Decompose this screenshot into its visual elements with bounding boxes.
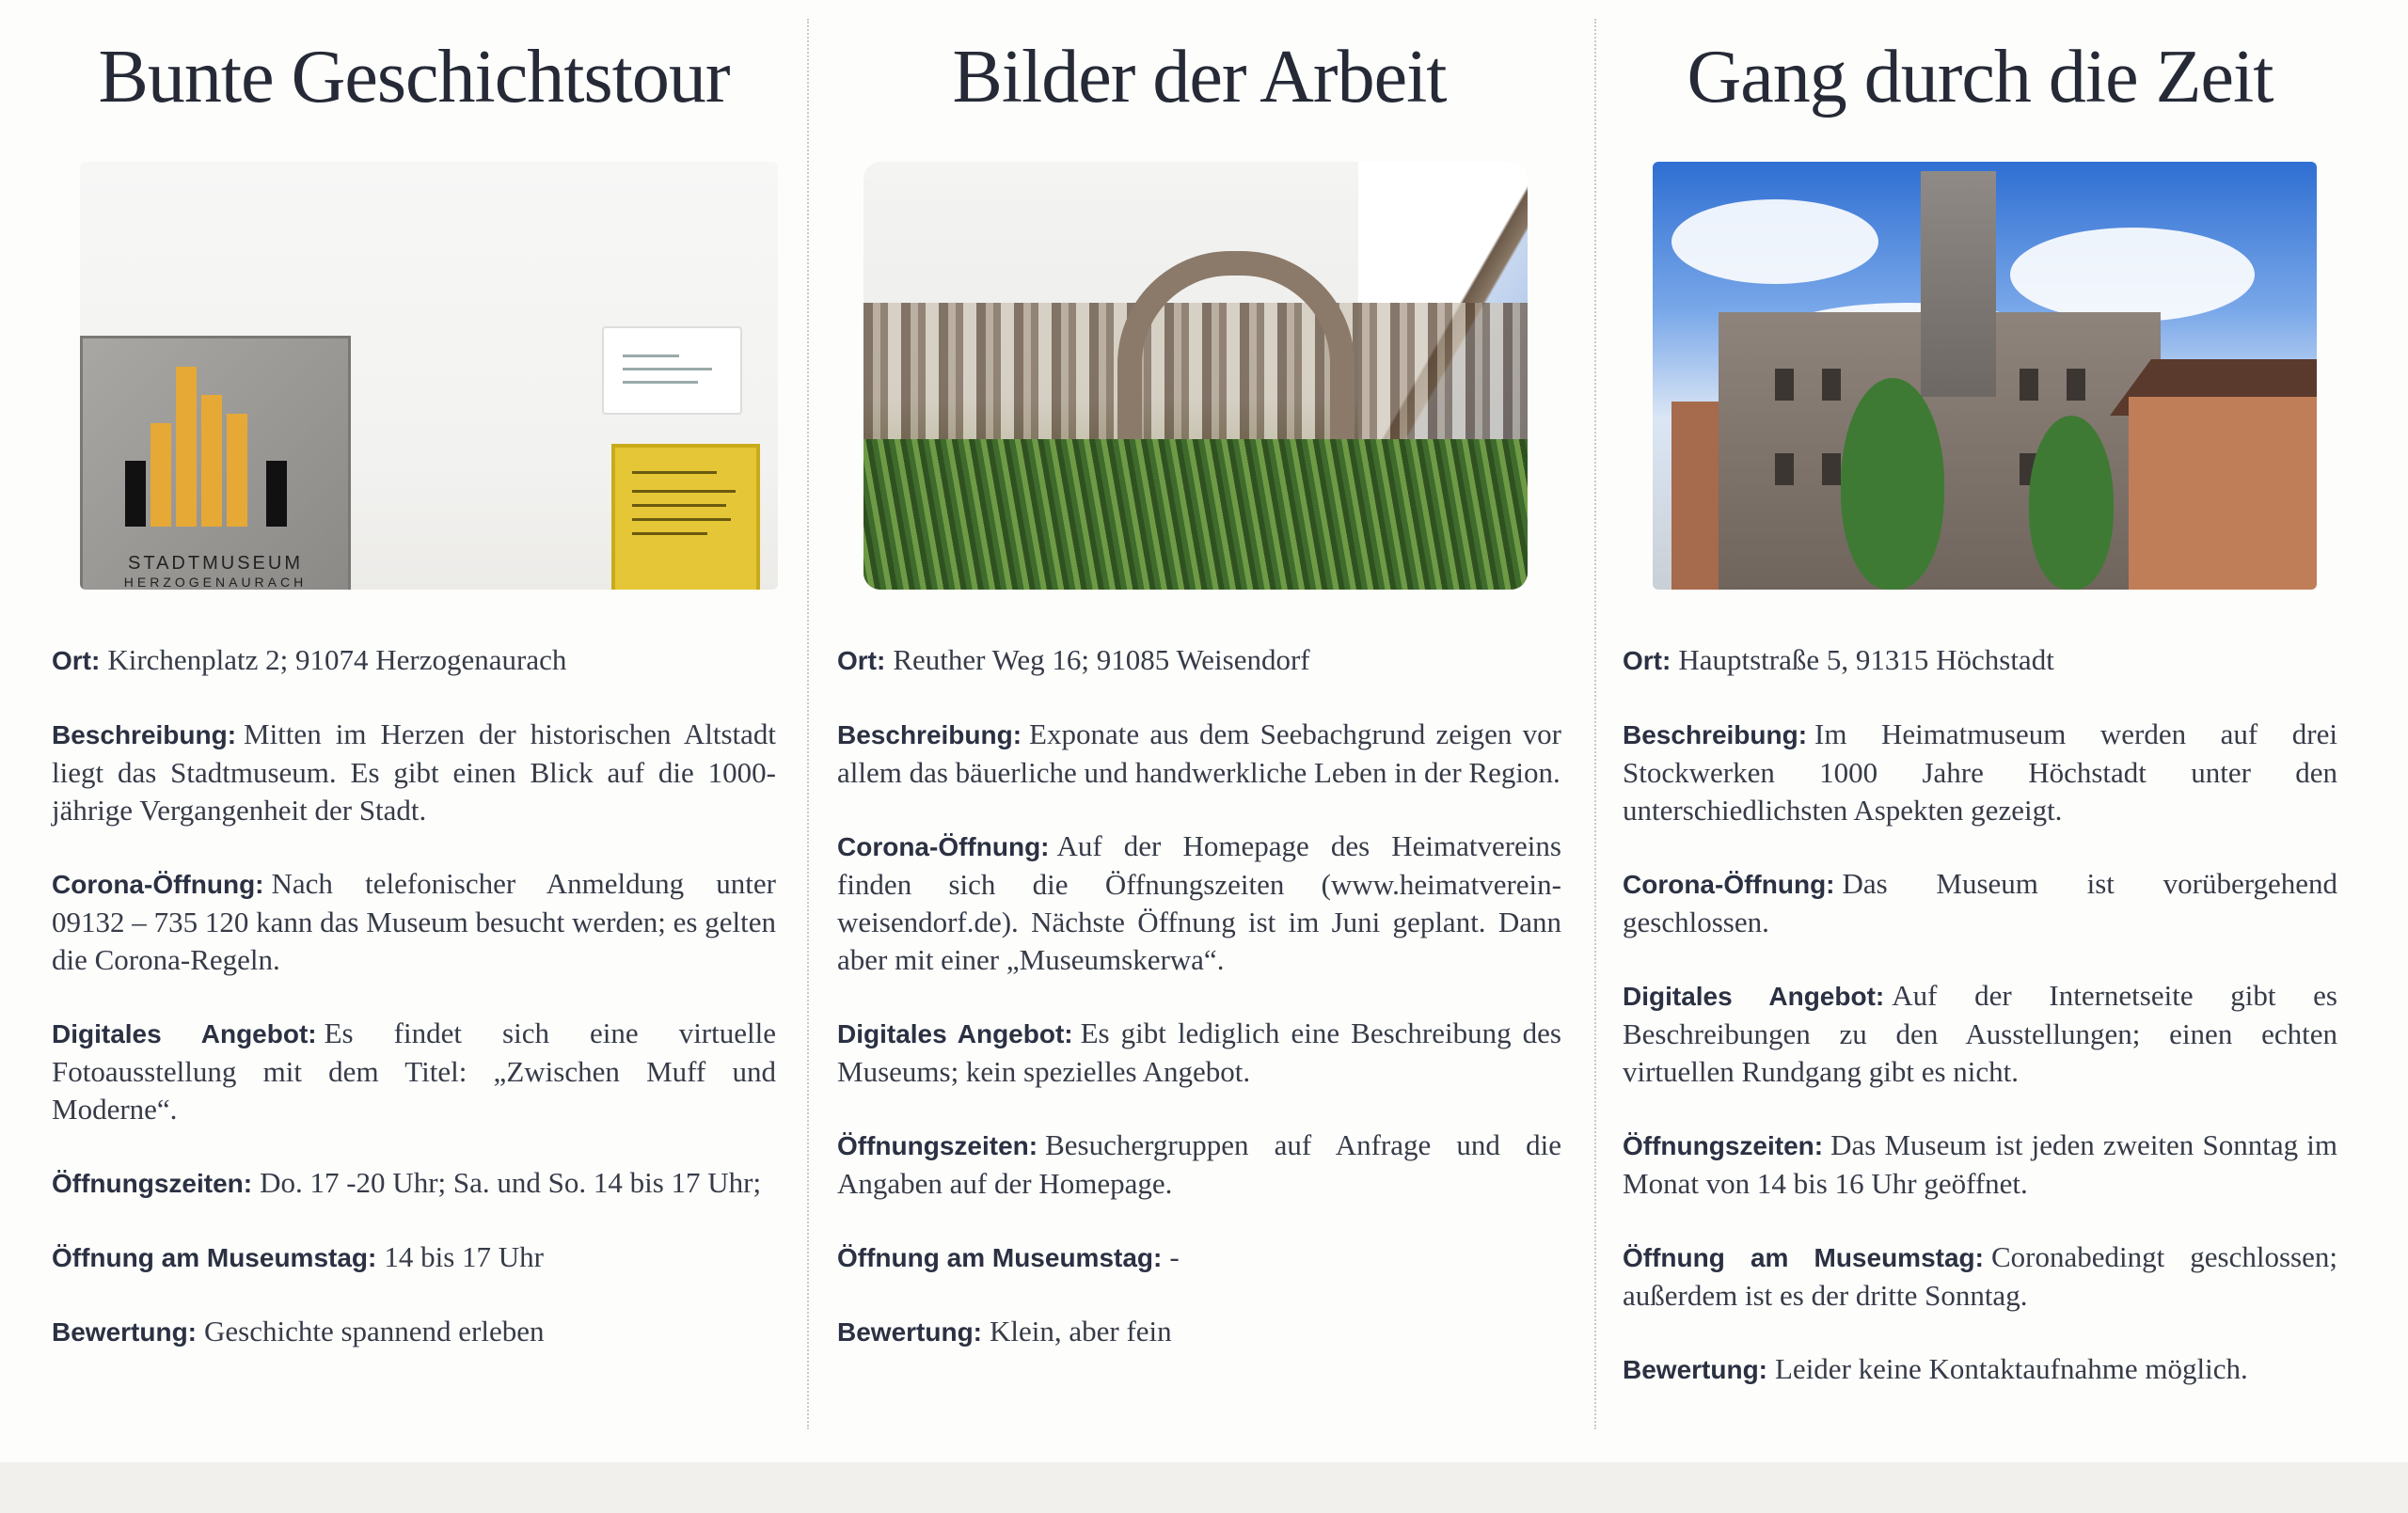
- entry-label: Öffnungszeiten:: [837, 1131, 1038, 1160]
- info-entries: [1623, 641, 2337, 1389]
- entry-value: 14 bis 17 Uhr: [384, 1240, 544, 1273]
- entry-corona-opening: [1623, 865, 2337, 941]
- entry-rating: [52, 1313, 776, 1351]
- entry-label: Ort:: [1623, 646, 1671, 675]
- museum-sign: [80, 336, 351, 590]
- tree: [2029, 416, 2114, 590]
- entry-value: Nach telefonischer Anmeldung unter 09132 – 735 120 kann das Museum besucht werden; es gelten die Corona-Regeln.: [52, 867, 776, 976]
- entry-museum-day: [1623, 1238, 2337, 1315]
- entry-value: Hauptstraße 5, 91315 Höchstadt: [1678, 643, 2054, 676]
- yellow-poster: [611, 444, 760, 590]
- entry-opening-hours: [1623, 1127, 2337, 1203]
- entry-description: [1623, 716, 2337, 829]
- entry-value: Do. 17 -20 Uhr; Sa. und So. 14 bis 17 Uhr;: [260, 1166, 762, 1199]
- entry-label: Ort:: [837, 646, 886, 675]
- clock-tower: [1921, 171, 1996, 397]
- column-title: Gang durch die Zeit: [1687, 36, 2273, 118]
- entry-rating: [1623, 1350, 2337, 1389]
- entry-location: [1623, 641, 2337, 680]
- entry-value: Es findet sich eine virtuelle Fotoausstellung mit dem Titel: „Zwischen Muff und Moderne“.: [52, 1017, 776, 1126]
- entry-rating: [837, 1313, 1561, 1351]
- entry-corona-opening: [837, 827, 1561, 979]
- entry-value: Es gibt lediglich eine Beschreibung des Museums; kein spezielles Angebot.: [837, 1017, 1561, 1088]
- sign-text-line-1: STADTMUSEUM: [128, 553, 303, 574]
- entry-location: [837, 641, 1561, 680]
- entry-value: Im Heimatmuseum werden auf drei Stockwerken 1000 Jahre Höchstadt unter den unterschiedlichsten Aspekten gezeigt.: [1623, 717, 2337, 827]
- entry-value: Auf der Internetseite gibt es Beschreibungen zu den Ausstellungen; einen echten virtuellen Rundgang gibt es nicht.: [1623, 979, 2337, 1088]
- cloud: [1671, 199, 1878, 284]
- tree: [1841, 378, 1944, 590]
- column-title: Bunte Geschichtstour: [98, 36, 730, 118]
- museum-photo-stadtmuseum-sign: [80, 162, 778, 590]
- info-entries: [837, 641, 1561, 1351]
- entry-label: Corona-Öffnung:: [837, 832, 1050, 861]
- entry-value: Leider keine Kontaktaufnahme möglich.: [1775, 1352, 2248, 1385]
- entry-label: Beschreibung:: [837, 720, 1022, 749]
- side-building: [2129, 397, 2317, 590]
- entry-value: Coronabedingt geschlossen; außerdem ist es der dritte Sonntag.: [1623, 1240, 2337, 1312]
- entry-digital-offer: [1623, 977, 2337, 1091]
- museum-column-hoechstadt: [1623, 0, 2337, 1448]
- entry-label: Beschreibung:: [1623, 720, 1808, 749]
- entry-opening-hours: [52, 1164, 776, 1203]
- museum-column-weisendorf: [837, 0, 1561, 1448]
- museum-photo-garden-arch: [863, 162, 1528, 590]
- grass: [863, 439, 1528, 590]
- info-entries: [52, 641, 776, 1351]
- entry-label: Öffnungszeiten:: [1623, 1131, 1824, 1160]
- entry-description: [52, 716, 776, 829]
- wall-card: [602, 326, 742, 415]
- column-divider: [807, 19, 809, 1429]
- entry-value: -: [1169, 1240, 1180, 1273]
- entry-label: Corona-Öffnung:: [1623, 870, 1835, 899]
- entry-label: Digitales Angebot:: [52, 1019, 317, 1048]
- entry-corona-opening: [52, 865, 776, 979]
- museum-column-stadtmuseum: [52, 0, 776, 1448]
- entry-label: Öffnung am Museumstag:: [52, 1243, 377, 1272]
- entry-opening-hours: [837, 1127, 1561, 1203]
- entry-label: Corona-Öffnung:: [52, 870, 264, 899]
- entry-label: Bewertung:: [52, 1317, 197, 1347]
- page-bottom-edge: [0, 1462, 2408, 1513]
- entry-value: Exponate aus dem Seebachgrund zeigen vor allem das bäuerliche und handwerkliche Leben in der Region.: [837, 717, 1561, 789]
- entry-value: Mitten im Herzen der historischen Altstadt liegt das Stadtmuseum. Es gibt einen Blick auf die 1000-jährige Vergangenheit der Stadt.: [52, 717, 776, 827]
- entry-description: [837, 716, 1561, 792]
- entry-label: Öffnung am Museumstag:: [1623, 1243, 1984, 1272]
- entry-label: Öffnungszeiten:: [52, 1169, 253, 1198]
- entry-value: Das Museum ist jeden zweiten Sonntag im Monat von 14 bis 16 Uhr geöffnet.: [1623, 1128, 2337, 1200]
- entry-museum-day: [52, 1238, 776, 1277]
- entry-value: Klein, aber fein: [990, 1315, 1172, 1348]
- entry-label: Bewertung:: [1623, 1355, 1767, 1384]
- entry-label: Digitales Angebot:: [837, 1019, 1073, 1048]
- entry-label: Beschreibung:: [52, 720, 237, 749]
- museum-photo-building: [1653, 162, 2317, 590]
- column-title: Bilder der Arbeit: [952, 36, 1447, 118]
- entry-digital-offer: [837, 1015, 1561, 1091]
- entry-museum-day: [837, 1238, 1561, 1277]
- column-divider: [1594, 19, 1596, 1429]
- entry-location: [52, 641, 776, 680]
- entry-label: Ort:: [52, 646, 101, 675]
- sign-text-line-2: HERZOGENAURACH: [123, 575, 308, 590]
- entry-value: Auf der Homepage des Heimatvereins finden sich die Öffnungszeiten (www.heimatverein-weisendorf.de). Nächste Öffnung ist im Juni geplant. Dann aber mit einer „Museumskerwa“.: [837, 829, 1561, 976]
- entry-value: Kirchenplatz 2; 91074 Herzogenaurach: [107, 643, 567, 676]
- entry-label: Bewertung:: [837, 1317, 982, 1347]
- entry-digital-offer: [52, 1015, 776, 1128]
- entry-label: Öffnung am Museumstag:: [837, 1243, 1163, 1272]
- entry-value: Besuchergruppen auf Anfrage und die Angaben auf der Homepage.: [837, 1128, 1561, 1200]
- entry-value: Reuther Weg 16; 91085 Weisendorf: [893, 643, 1310, 676]
- cloud: [2010, 228, 2255, 322]
- entry-label: Digitales Angebot:: [1623, 982, 1885, 1011]
- entry-value: Das Museum ist vorübergehend geschlossen.: [1623, 867, 2337, 938]
- entry-value: Geschichte spannend erleben: [204, 1315, 545, 1348]
